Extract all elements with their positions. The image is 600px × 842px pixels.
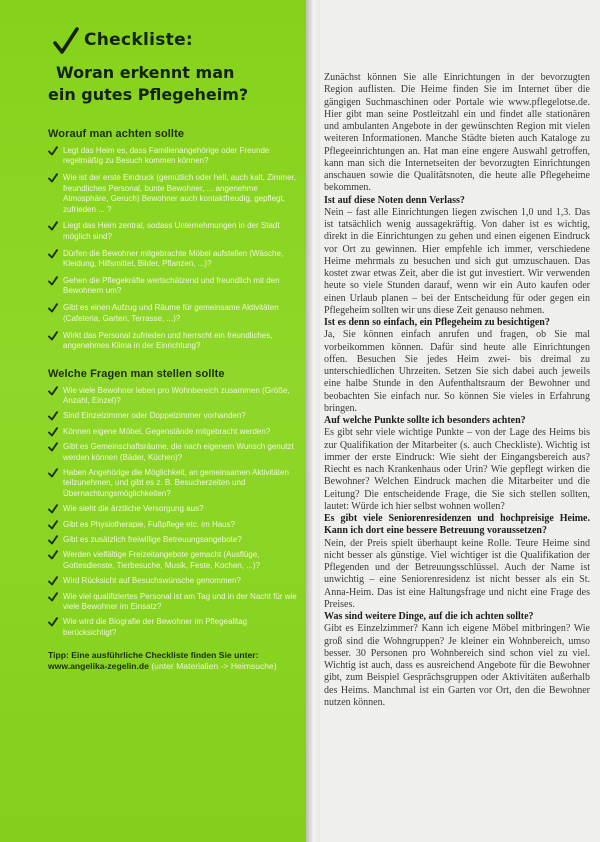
- tip-bold-text: Tipp: Eine ausführliche Checkliste finden Sie unter: www.angelika-zegelin.de: [48, 650, 259, 672]
- article-column: [320, 0, 600, 842]
- checkmark-icon: [48, 576, 58, 586]
- checklist-item-text: Werden vielfältige Freizeitangebote gemacht (Ausflüge, Gottesdienste, Tierbesuche, Musik, Feste, Kochen, ...)?: [63, 550, 260, 570]
- checklist-list-what-to-watch: [48, 146, 300, 352]
- checkmark-icon: [48, 146, 58, 156]
- article-paragraph: Ja, Sie können einfach anrufen und fragen, ob Sie mal vorbeikommen können. Dafür sind heute alle Einrichtungen offen. Besuchen Sie jedes Heim zwei- bis dreimal zu unterschiedlichen Uhrzeiten. Setzen Sie sich dabei auch jeweils eine halbe Stunde in den Aufenthaltsraum der Bewohner und beobachten Sie einfach nur. So können Sie vieles in Erfahrung bringen.: [324, 329, 590, 414]
- checklist-item-text: Wie wird die Biografie der Bewohner im Pflegealltag berücksichtigt?: [63, 617, 248, 637]
- checklist-item: [48, 550, 300, 571]
- article-question: Es gibt viele Seniorenresidenzen und hochpreisige Heime. Kann ich dort eine bessere Betreuung voraussetzen?: [324, 513, 590, 537]
- checklist-item: [48, 173, 300, 215]
- checklist-item-text: Wie viele Bewohner leben pro Wohnbereich zusammen (Größe, Anzahl, Einzel)?: [63, 385, 290, 405]
- checklist-subtitle: [48, 62, 300, 106]
- checklist-item: [48, 535, 300, 545]
- checklist-item: [48, 249, 300, 270]
- section-heading-questions: Welche Fragen man stellen sollte: [48, 367, 225, 380]
- checklist-item-text: Wie viel qualifiziertes Personal ist am Tag und in der Nacht für wie viele Bewohner im Einsatz?: [63, 591, 297, 611]
- article-question: Was sind weitere Dinge, auf die ich achten sollte?: [324, 611, 534, 622]
- checklist-item: [48, 411, 300, 421]
- checklist-title: Checkliste:: [84, 30, 194, 50]
- checklist-item: [48, 592, 300, 613]
- checklist-item: [48, 520, 300, 530]
- checkmark-icon: [48, 535, 58, 545]
- checkmark-icon: [48, 173, 58, 183]
- checkmark-icon: [48, 617, 58, 627]
- checklist-item-text: Legt das Heim es, dass Familienangehörige oder Freunde regelmäßig zu Besuch kommen können?: [63, 146, 270, 166]
- checklist-item: [48, 468, 300, 499]
- checkmark-icon: [48, 427, 58, 437]
- checklist-item: [48, 331, 300, 352]
- checkmark-icon: [48, 386, 58, 396]
- section-heading-what-to-watch: Worauf man achten sollte: [48, 128, 185, 140]
- checkmark-icon: [48, 442, 58, 452]
- checklist-item-text: Sind Einzelzimmer oder Doppelzimmer vorhanden?: [63, 411, 246, 421]
- article-paragraph: Gibt es Einzelzimmer? Kann ich eigene Möbel mitbringen? Wie groß sind die Wohngruppen? Je kleiner ein Wohnbereich, umso besser. 30 Personen pro Wohnbereich sind schon viel zu viel. Wichtig ist auch, dass es ausreichend Angebote für die Bewohner gibt, zum Beispiel Gesprächsgruppen oder Aktivitäten außerhalb des Heims. Manchmal ist ein Garten vor Ort, den die Bewohner nutzen können.: [324, 623, 590, 708]
- checklist-item: [48, 617, 300, 638]
- checklist-item-text: Gibt es Physiotherapie, Fußpflege etc. im Haus?: [63, 519, 236, 529]
- checklist-item-text: Gibt es zusätzlich freiwillige Betreuungsangebote?: [63, 534, 242, 544]
- article-body: [324, 72, 590, 709]
- checklist-item: [48, 303, 300, 324]
- article-paragraph: Nein – fast alle Einrichtungen liegen zwischen 1,0 und 1,3. Das ist tatsächlich wenig aussagekräftig. Von daher ist es wichtig, direkt in die Einrichtungen zu gehen und einen eigenen Eindruck vor Ort zu gewinnen. Hier empfehle ich immer, verschiedene Heime mehrmals zu besuchen und sich gut umzuschauen. Das kostet zwar etwas Zeit, aber die ist gut investiert. Wir verwenden heute so viele Stunden darauf, wenn wir ein Auto kaufen oder einen Urlaub planen – bei der Entscheidung für oder gegen ein Pflegeheim sollten wir uns diese Zeit genauso nehmen.: [324, 206, 590, 316]
- article-question: Ist es denn so einfach, ein Pflegeheim zu besichtigen?: [324, 317, 550, 328]
- article-paragraph: Zunächst können Sie alle Einrichtungen in der bevorzugten Region auflisten. Die Heime finden Sie im Internet über die gängigen Suchmaschinen oder Portale wie www.pflegelotse.de. Hier gibt man seine Postleitzahl ein und findet alle stationären und ambulanten Angebote in der gewünschten Region mit vielen weiteren Informationen. Manche Städte bieten auch Kataloge zu Pflegeeinrichtungen an. Hat man eine engere Auswahl getroffen, kann man sich die Internetseiten der bevorzugten Einrichtungen anschauen sowie die Qualitätsnoten, die heute alle Pflegeheime bekommen.: [324, 72, 590, 194]
- checklist-item: [48, 504, 300, 514]
- subtitle-line-2: ein gutes Pflegeheim?: [48, 85, 249, 104]
- checklist-item-text: Haben Angehörige die Möglichkeit, an gemeinsamen Aktivitäten teilzunehmen, und gibt es z. B. Besucherzeiten und Übernachtungsmöglichkeiten?: [63, 467, 289, 498]
- checklist-item-text: Liegt das Heim zentral, sodass Unternehmungen in der Stadt möglich sind?: [63, 221, 280, 241]
- checklist-item-text: Gehen die Pflegekräfte wertschätzend und freundlich mit den Bewohnern um?: [63, 276, 280, 296]
- checklist-item: [48, 146, 300, 167]
- checkmark-icon: [48, 331, 58, 341]
- checklist-item-text: Gibt es Gemeinschaftsräume, die nach eigenem Wunsch genutzt werden können (Bäder, Küchen)?: [63, 442, 294, 462]
- checkmark-icon: [48, 550, 58, 560]
- article-paragraph: Nein, der Preis spielt überhaupt keine Rolle. Teure Heime sind nicht besser als günstige. Viel wichtiger ist die Qualifikation der Pflegenden und der Betreuungsschlüssel. Auch der Name ist unwichtig – eine Seniorenresidenz ist nicht besser als ein St. Anna-Heim. Das ist eine Haltungsfrage und nicht eine Frage des Preises.: [324, 537, 590, 610]
- checkmark-icon: [48, 504, 58, 514]
- checklist-item-text: Wie ist der erste Eindruck (gemütlich oder hell, auch kalt, Zimmer, freundliches Personal, bunte Bewohner, ... angenehme Atmosphäre, Geruch) Bewohner auch kontaktfreudig, gepflegt, zufrieden ... ?: [63, 173, 296, 214]
- checklist-item: [48, 427, 300, 437]
- article-question: Auf welche Punkte sollte ich besonders achten?: [324, 415, 526, 426]
- checkmark-icon: [48, 520, 58, 530]
- checkmark-icon: [48, 468, 58, 478]
- checkmark-icon: [48, 411, 58, 421]
- checklist-item: [48, 386, 300, 407]
- checklist-item: [48, 442, 300, 463]
- checklist-item-text: Wird Rücksicht auf Besuchswünsche genommen?: [63, 576, 241, 586]
- checklist-item: [48, 576, 300, 586]
- checklist-item-text: Dürfen die Bewohner mitgebrachte Möbel aufstellen (Wäsche, Kleidung, Hilfsmittel, Bilder, Pflanzen, ...)?: [63, 248, 284, 269]
- checklist-item-text: Können eigene Möbel, Gegenstände mitgebracht werden?: [63, 426, 271, 436]
- checkmark-icon: [52, 26, 80, 56]
- checkmark-icon: [48, 592, 58, 602]
- checklist-item-text: Wie sieht die ärztliche Versorgung aus?: [63, 504, 204, 514]
- tip-note: [48, 650, 300, 672]
- checklist-item-text: Gibt es einen Aufzug und Räume für gemeinsame Aktivitäten (Cafeteria, Garten, Terrasse, ...)?: [63, 303, 279, 323]
- checkmark-icon: [48, 249, 58, 259]
- checkmark-icon: [48, 303, 58, 313]
- article-question: Ist auf diese Noten denn Verlass?: [324, 194, 465, 206]
- checkmark-icon: [48, 276, 58, 286]
- checklist-list-questions: [48, 386, 300, 639]
- checkmark-icon: [48, 221, 58, 231]
- checklist-item-text: Wirkt das Personal zufrieden und herrscht ein freundliches, angenehmes Klima in der Einrichtung?: [63, 330, 273, 351]
- page-fold: [306, 0, 320, 842]
- tip-light-text: (unter Materialien -> Heimsuche): [151, 661, 277, 672]
- article-paragraph: Es gibt sehr viele wichtige Punkte – von der Lage des Heims bis zur Qualifikation der Mitarbeiter (s. auch Checkliste). Wichtig ist immer der erste Eindruck: Wie sieht der Eingangsbereich aus? Riecht es nach Krankenhaus oder Urin? Wie gepflegt wirken die Bewohner? Welchen Eindruck machen die Mitarbeiter und die Leitung? Die entscheidende Frage, die Sie sich stellen sollten, lautet: Würde ich hier selbst wohnen wollen?: [324, 427, 590, 512]
- checklist-item: [48, 276, 300, 297]
- checklist-title-row: [48, 30, 300, 56]
- checklist-content: [48, 30, 300, 672]
- checklist-item: [48, 221, 300, 242]
- subtitle-line-1: Woran erkennt man: [56, 63, 235, 82]
